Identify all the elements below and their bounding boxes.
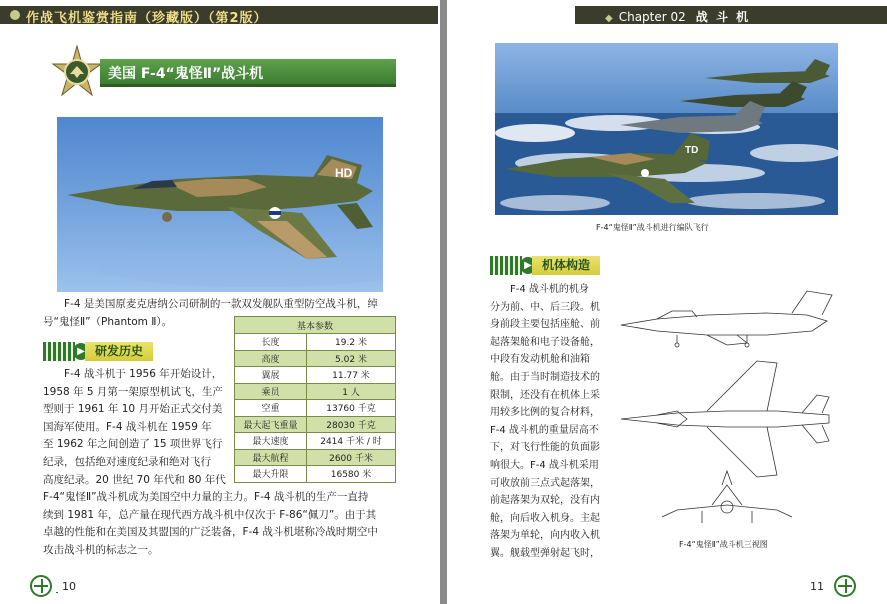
diagram-caption: F-4“鬼怪Ⅱ”战斗机三视图	[679, 540, 768, 549]
structure-line: 限制，还没有在机体上采	[490, 389, 600, 401]
table-row	[235, 466, 396, 483]
history-line: 至 1962 年之间创造了 15 项世界飞行	[43, 438, 223, 451]
history-line: 攻击战斗机的标志之一。	[43, 543, 159, 556]
section-label: 研发历史	[85, 342, 153, 361]
chapter-header	[605, 8, 750, 25]
page-number-right: 11	[810, 580, 824, 593]
spec-key: 长度	[235, 334, 307, 351]
f4-photo-formation	[495, 43, 838, 215]
history-line: 纪录，包括绝对速度纪录和绝对飞行	[43, 455, 211, 468]
structure-line: 舱。由于当时制造技术的	[490, 371, 600, 383]
history-line: 卓越的性能和在美国及其盟国的广泛装备，F-4 战斗机堪称冷战时期空中	[43, 526, 378, 539]
structure-line: 用较多比例的复合材料，	[490, 407, 600, 419]
spec-key: 乘员	[235, 383, 307, 400]
structure-line: 舱，向后收入机身。主起	[490, 512, 600, 524]
spec-value: 2600 千米	[307, 449, 396, 466]
specs-table	[234, 316, 396, 483]
arrow-right-icon: ▶	[73, 343, 89, 360]
spec-key: 最大速度	[235, 433, 307, 450]
spec-value: 16580 米	[307, 466, 396, 483]
table-row	[235, 400, 396, 417]
header-bar-left	[0, 6, 438, 24]
table-row	[235, 383, 396, 400]
section-heading-history	[43, 342, 193, 361]
spec-value: 2414 千米 / 时	[307, 433, 396, 450]
spec-value: 19.2 米	[307, 334, 396, 351]
bullet-icon	[10, 10, 20, 20]
structure-line: 身前段主要包括座舱、前	[490, 319, 600, 331]
chapter-title: 战 斗 机	[695, 10, 751, 24]
specs-table-title: 基本参数	[235, 317, 396, 334]
spec-key: 最大起飞重量	[235, 416, 307, 433]
history-paragraph-narrow	[43, 366, 231, 489]
history-paragraph-full	[43, 489, 405, 559]
history-line: 续到 1981 年，总产量在现代西方战斗机中仅次于 F-86“佩刀”。由于其	[43, 508, 377, 521]
stripe-icon	[43, 342, 75, 361]
page-marker-icon	[30, 575, 52, 597]
table-row	[235, 449, 396, 466]
history-line: 国海军使用。F-4 战斗机在 1959 年	[43, 420, 212, 433]
table-row	[235, 416, 396, 433]
spec-key: 翼展	[235, 367, 307, 384]
table-row	[235, 367, 396, 384]
structure-line: 分为前、中、后三段。机	[490, 301, 600, 313]
history-line: F-4“鬼怪Ⅱ”战斗机成为美国空中力量的主力。F-4 战斗机的生产一直持	[43, 491, 369, 503]
structure-line: F-4 战斗机的机身	[510, 284, 589, 295]
section-label: 机体构造	[532, 256, 600, 275]
structure-line: 中段有发动机舱和油箱	[490, 354, 590, 366]
history-line: 1958 年 5 月第一架原型机试飞，生产	[43, 385, 223, 398]
table-row	[235, 334, 396, 351]
structure-line: 落架为单轮，向内收入机	[490, 530, 600, 542]
structure-line: 翼。舰载型弹射起飞时，	[490, 547, 600, 559]
spec-value: 11.77 米	[307, 367, 396, 384]
aircraft-illustration	[57, 117, 383, 292]
three-view-diagram	[617, 285, 842, 530]
table-row	[235, 350, 396, 367]
article-title: 美国 F-4“鬼怪Ⅱ”战斗机	[108, 66, 264, 82]
tail-code: HD	[335, 166, 353, 180]
spec-key: 最大航程	[235, 449, 307, 466]
header-bar-right	[575, 6, 887, 24]
structure-line: 前起落架为双轮，没有内	[490, 495, 600, 507]
spec-value: 28030 千克	[307, 416, 396, 433]
diamond-icon: ◆	[605, 13, 613, 24]
intro-line: 号“鬼怪Ⅱ”（Phantom Ⅱ）。	[43, 315, 173, 328]
spec-value: 13760 千克	[307, 400, 396, 417]
table-row	[235, 433, 396, 450]
divider	[56, 592, 58, 593]
arrow-right-icon: ▶	[520, 257, 536, 274]
history-line: 高度纪录。20 世纪 70 年代和 80 年代	[43, 473, 226, 486]
article-title-banner	[100, 59, 396, 87]
history-line: F-4 战斗机于 1956 年开始设计，	[64, 368, 223, 380]
structure-line: F-4 战斗机的重量居高不	[490, 424, 599, 436]
photo-right-caption: F-4“鬼怪Ⅱ”战斗机进行编队飞行	[596, 223, 709, 232]
spec-key: 最大升限	[235, 466, 307, 483]
structure-line: 可收放前三点式起落架，	[490, 477, 600, 489]
formation-illustration	[495, 43, 838, 215]
history-line: 型则于 1961 年 10 月开始正式交付美	[43, 403, 223, 416]
chapter-number: Chapter 02	[618, 10, 686, 24]
f4-photo-single	[57, 117, 383, 292]
intro-line: F-4 是美国原麦克唐纳公司研制的一款双发舰队重型防空战斗机，绰	[64, 298, 378, 310]
spec-key: 空重	[235, 400, 307, 417]
tail-code-right: TD	[685, 145, 699, 156]
page-number-left: 10	[62, 580, 76, 593]
page-marker-icon	[834, 575, 856, 597]
spec-value: 5.02 米	[307, 350, 396, 367]
section-heading-structure	[490, 256, 640, 275]
spec-key: 高度	[235, 350, 307, 367]
spec-value: 1 人	[307, 383, 396, 400]
star-badge-icon	[50, 45, 104, 99]
stripe-icon	[490, 256, 522, 275]
book-title: 作战飞机鉴赏指南（珍藏版）（第2版）	[26, 11, 268, 26]
structure-line: 起落架舱和电子设备舱，	[490, 336, 600, 348]
structure-paragraph	[490, 281, 618, 563]
structure-line: 下，对飞行性能的负面影	[490, 442, 600, 454]
book-gutter	[440, 0, 447, 604]
structure-line: 响很大。F-4 战斗机采用	[490, 459, 599, 471]
